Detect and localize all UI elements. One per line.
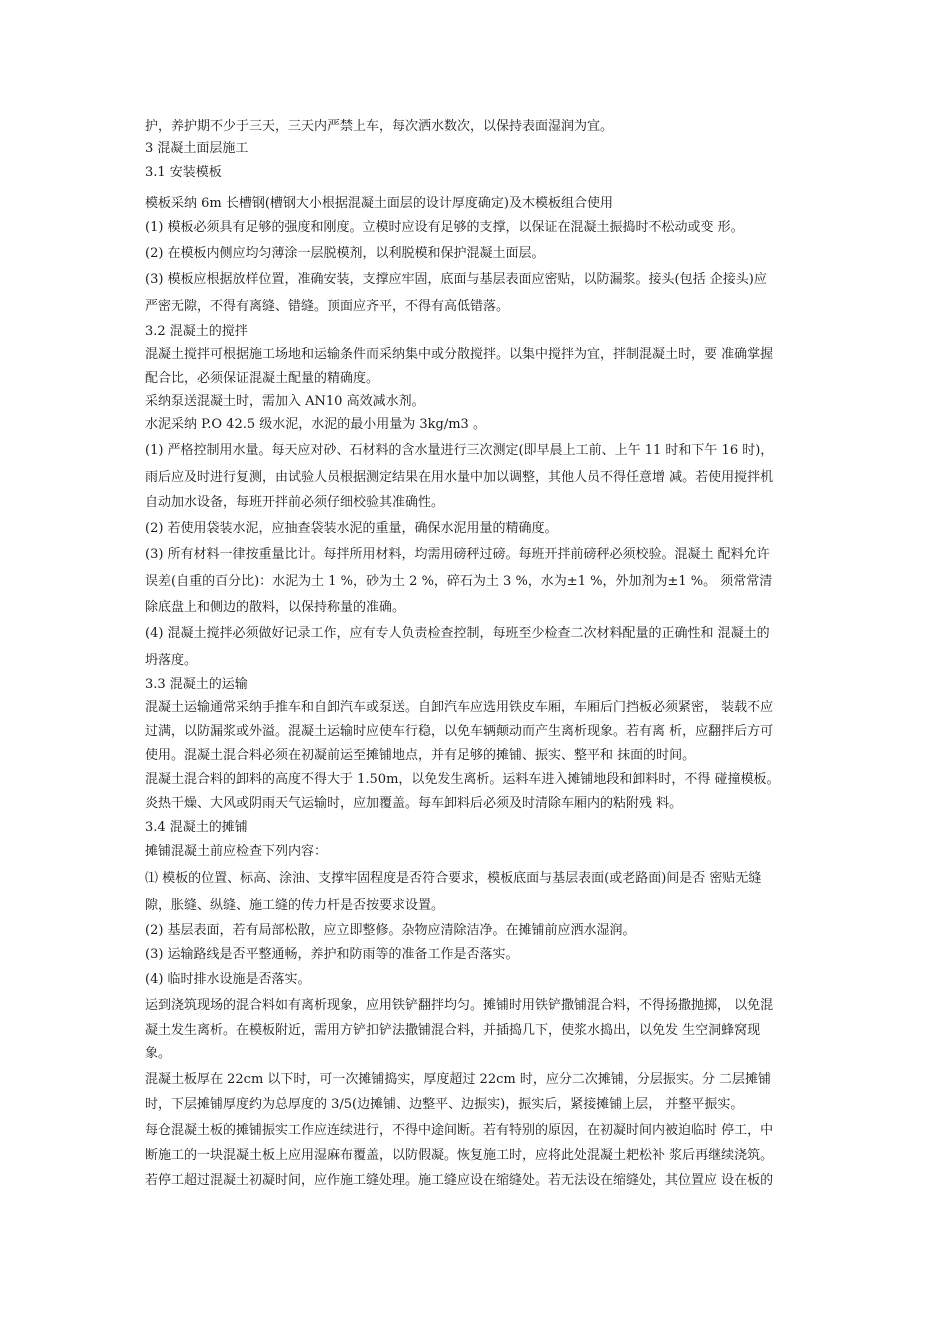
list-item: (1) 严格控制用水量。每天应对砂、石材料的含水量进行三次测定(即早晨上工前、上午 11 时和下午 16 时)， [145, 443, 774, 458]
paragraph-line: 模板采纳 6m 长槽钢(槽钢大小根据混凝土面层的设计厚度确定)及木模板组合使用 [145, 196, 614, 211]
list-item: (3) 运输路线是否平整通畅，养护和防雨等的准备工作是否落实。 [145, 947, 519, 962]
list-item: ⑴ 模板的位置、标高、涂油、支撑牢固程度是否符合要求，模板底面与基层表面(或老路面)间是否 密贴无缝 [145, 871, 762, 886]
paragraph-line: 炎热干燥、大风或阴雨天气运输时，应加覆盖。每车卸料后必须及时清除车厢内的粘附残 料。 [145, 796, 683, 811]
paragraph-line: 使用。混凝土混合料必须在初凝前运至摊铺地点，并有足够的摊铺、振实、整平和 抹面的时间。 [145, 748, 696, 763]
subsection-heading: 3.4 混凝土的摊铺 [145, 820, 248, 835]
paragraph-line: 若停工超过混凝土初凝时间，应作施工缝处理。施工缝应设在缩缝处。若无法设在缩缝处，其位置应 设在板的 [145, 1173, 774, 1188]
paragraph-line: 象。 [145, 1046, 172, 1061]
section-heading: 3 混凝土面层施工 [145, 141, 249, 156]
subsection-heading: 3.1 安装模板 [145, 165, 222, 180]
paragraph-line: 每仓混凝土板的摊铺振实工作应连续进行，不得中途间断。若有特别的原因，在初凝时间内被迫临时 停工，中 [145, 1123, 774, 1138]
paragraph-line: 护，养护期不少于三天，三天内严禁上车，每次洒水数次，以保持表面湿润为宜。 [145, 119, 614, 134]
paragraph-line: 混凝土运输通常采纳手推车和自卸汽车或泵送。自卸汽车应选用铁皮车厢，车厢后门挡板必须紧密， 装载不应 [145, 700, 774, 715]
list-item: (4) 临时排水设施是否落实。 [145, 972, 311, 987]
paragraph-line: 运到浇筑现场的混合料如有离析现象，应用铁铲翻拌均匀。摊铺时用铁铲撒铺混合料，不得扬撒抛掷， 以免混 [145, 998, 774, 1013]
subsection-heading: 3.2 混凝土的搅拌 [145, 324, 248, 339]
paragraph-line: 摊铺混凝土前应检查下列内容： [145, 844, 328, 859]
paragraph-line: 断施工的一块混凝土板上应用湿麻布覆盖，以防假凝。恢复施工时，应将此处混凝土耙松补 浆后再继续浇筑。 [145, 1148, 774, 1163]
list-item-continuation: 雨后应及时进行复测，由试验人员根据测定结果在用水量中加以调整，其他人员不得任意增 减。若使用搅拌机 [145, 470, 774, 485]
paragraph-line: 配合比，必须保证混凝土配量的精确度。 [145, 371, 380, 386]
list-item-continuation: 隙，胀缝、纵缝、施工缝的传力杆是否按要求设置。 [145, 898, 445, 913]
list-item-continuation: 除底盘上和侧边的散料，以保持称量的准确。 [145, 600, 406, 615]
paragraph-line: 混凝土搅拌可根据施工场地和运输条件而采纳集中或分散搅拌。以集中搅拌为宜，拌制混凝土时，要 准确掌握 [145, 347, 774, 362]
list-item-continuation: 自动加水设备，每班开拌前必须仔细校验其准确性。 [145, 495, 445, 510]
paragraph-line: 混凝土混合料的卸料的高度不得大于 1.50m，以免发生离析。运料车进入摊铺地段和卸料时，不得 碰撞模板。 [145, 772, 780, 787]
list-item: (2) 在模板内侧应均匀薄涂一层脱模剂，以利脱模和保护混凝土面层。 [145, 246, 545, 261]
paragraph-line: 时，下层摊铺厚度约为总厚度的 3/5(边摊铺、边整平、边振实)，振实后，紧接摊铺上层， 并整平振实。 [145, 1097, 744, 1112]
paragraph-line: 水泥采纳 P.O 42.5 级水泥，水泥的最小用量为 3kg/m3 。 [145, 417, 486, 432]
list-item: (4) 混凝土搅拌必须做好记录工作，应有专人负责检查控制，每班至少检查二次材料配量的正确性和 混凝土的 [145, 626, 770, 641]
list-item: (2) 基层表面，若有局部松散，应立即整修。杂物应清除洁净。在摊铺前应洒水湿润。 [145, 923, 636, 938]
list-item: (2) 若使用袋装水泥，应抽查袋装水泥的重量，确保水泥用量的精确度。 [145, 521, 558, 536]
list-item-continuation: 严密无隙，不得有离缝、错缝。顶面应齐平，不得有高低错落。 [145, 299, 510, 314]
subsection-heading: 3.3 混凝土的运输 [145, 677, 248, 692]
list-item-continuation: 误差(自重的百分比)：水泥为土 1 %，砂为土 2 %，碎石为土 3 %，水为±1 %，外加剂为±1 %。 须常常清 [145, 574, 773, 589]
list-item: (1) 模板必须具有足够的强度和刚度。立模时应设有足够的支撑，以保证在混凝土振捣时不松动或变 形。 [145, 220, 744, 235]
list-item: (3) 所有材料一律按重量比计。每拌所用材料，均需用磅秤过磅。每班开拌前磅秤必须校验。混凝土 配料允许 [145, 547, 770, 562]
paragraph-line: 过满，以防漏浆或外溢。混凝土运输时应使车行稳，以免车辆颠动而产生离析现象。若有离 析，应翻拌后方可 [145, 724, 774, 739]
paragraph-line: 凝土发生离析。在模板附近，需用方铲扣铲法撒铺混合料，并插捣几下，使浆水捣出，以免发 生空洞蜂窝现 [145, 1023, 761, 1038]
list-item: (3) 模板应根据放样位置，准确安装，支撑应牢固，底面与基层表面应密贴，以防漏浆。接头(包括 企接头)应 [145, 272, 767, 287]
list-item-continuation: 坍落度。 [145, 653, 198, 668]
paragraph-line: 采纳泵送混凝土时，需加入 AN10 高效减水剂。 [145, 394, 425, 409]
paragraph-line: 混凝土板厚在 22cm 以下时，可一次摊铺捣实，厚度超过 22cm 时，应分二次摊铺，分层振实。分 二层摊铺 [145, 1072, 771, 1087]
